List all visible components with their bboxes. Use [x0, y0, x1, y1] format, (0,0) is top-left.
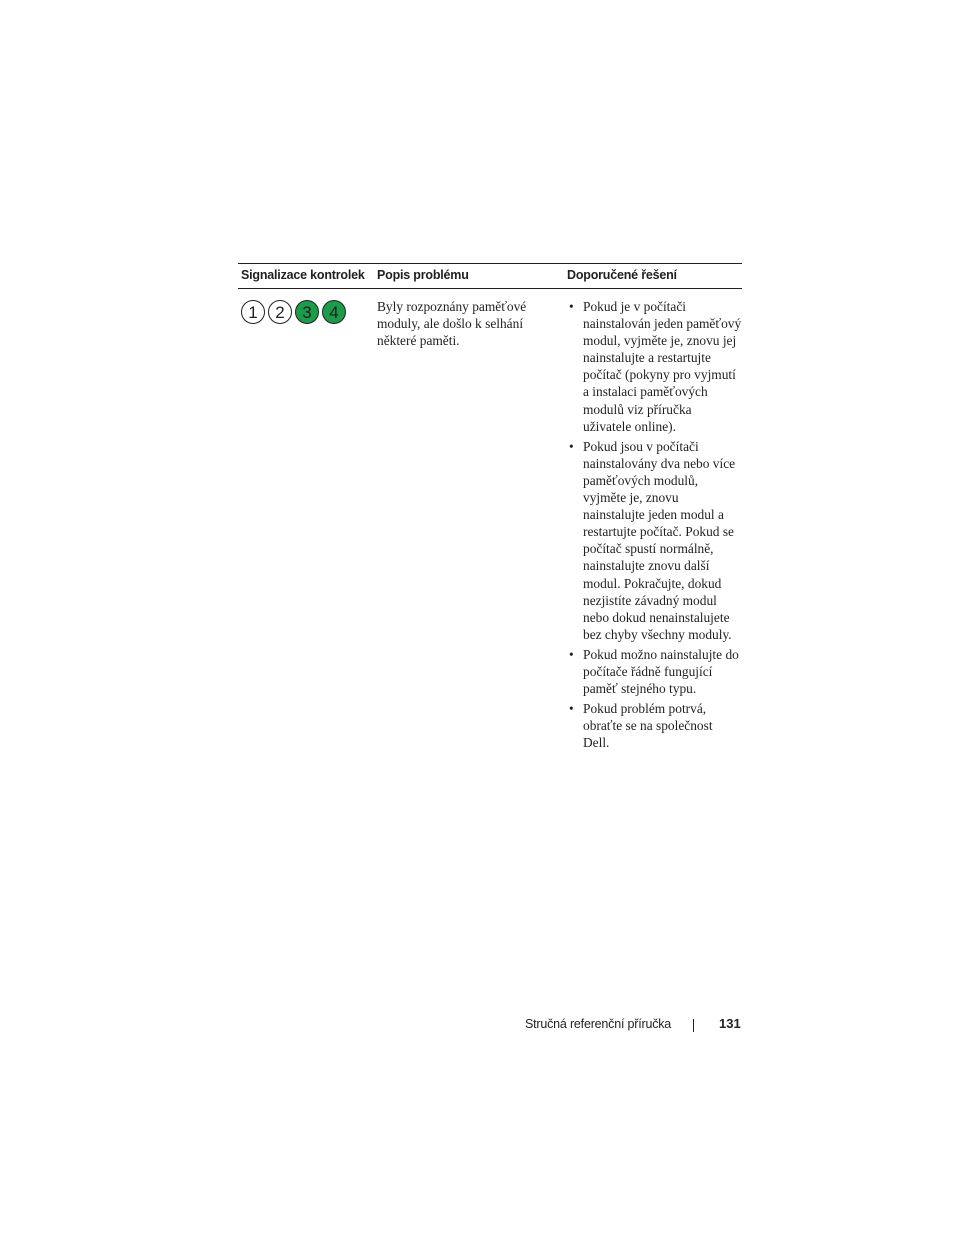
bullet-icon: •: [569, 438, 574, 454]
table-header: [238, 263, 742, 289]
solution-item: [567, 700, 742, 751]
solution-text: Pokud jsou v počítači nainstalovány dva nebo více paměťových modulů, vyjměte je, znovu nainstalujte jeden modul a restartujte počítač. Pokud se počítač spustí normálně, nainstalujte znovu další modul. Pokračujte, dokud nezjistíte závadný modul nebo dokud nenainstalujete bez chyby všechny moduly.: [583, 438, 736, 642]
solution-text: Pokud problém potrvá, obraťte se na společnost Dell.: [583, 701, 713, 751]
solution-list: [567, 298, 742, 754]
light-4-icon: 4: [322, 300, 346, 324]
header-problem-description: Popis problému: [377, 268, 469, 282]
footer-divider: [693, 1019, 694, 1032]
bullet-icon: •: [569, 299, 574, 314]
solution-text: Pokud je v počítači nainstalován jeden paměťový modul, vyjměte je, znovu jej nainstalujte a restartujte počítač (pokyny pro vyjmutí a instalaci paměťových modulů viz příručka uživatele online).: [583, 299, 742, 434]
light-1-icon: 1: [241, 300, 265, 324]
solution-text: Pokud možno nainstalujte do počítače řádně fungující paměť stejného typu.: [583, 646, 739, 697]
page-number: 131: [719, 1016, 741, 1031]
problem-description: Byly rozpoznány paměťové moduly, ale došlo k selhání některé paměti.: [377, 299, 527, 349]
solution-item: [567, 438, 742, 643]
diagnostic-lights-table: [238, 263, 742, 769]
diagnostic-lights-indicator: [241, 300, 346, 324]
header-recommended-solution: Doporučené řešení: [567, 268, 677, 282]
solution-item: [567, 646, 742, 697]
header-light-signals: Signalizace kontrolek: [241, 268, 365, 282]
light-3-icon: 3: [295, 300, 319, 324]
table-row: [238, 289, 742, 769]
footer-document-title: Stručná referenční příručka: [525, 1017, 672, 1031]
bullet-icon: •: [569, 646, 574, 662]
bullet-icon: •: [569, 701, 574, 717]
solution-item: [567, 298, 742, 435]
light-2-icon: 2: [268, 300, 292, 324]
page-footer: [0, 1015, 954, 1035]
